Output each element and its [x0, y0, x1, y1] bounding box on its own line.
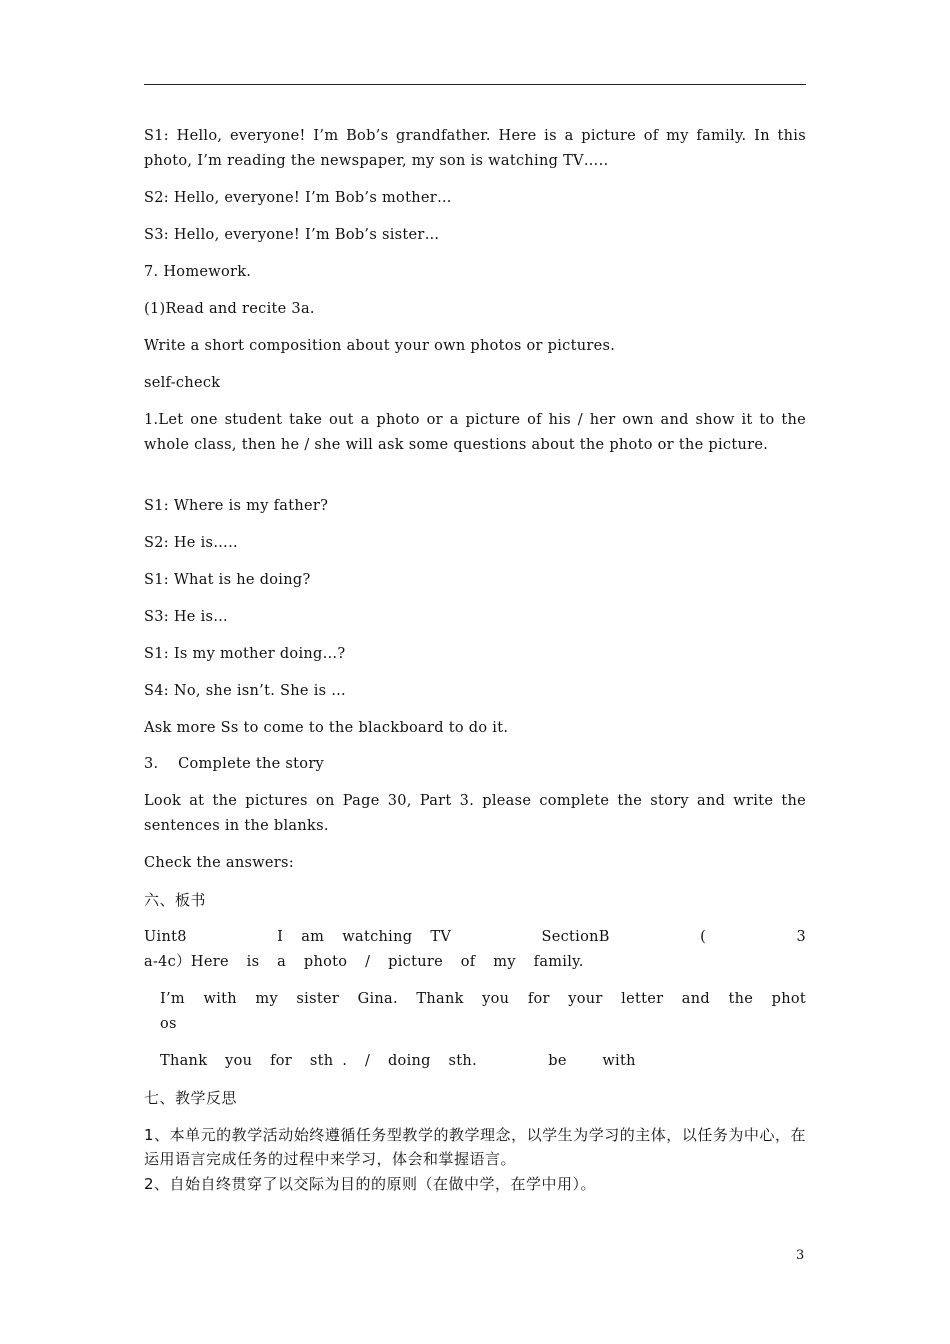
- self-check-instruction: 1.Let one student take out a photo or a picture of his / her own and show it to the whole class, then he / she will ask some questions about the photo or the picture.: [144, 412, 806, 453]
- dialogue-line: S1: Is my mother doing…?: [144, 646, 346, 662]
- blackboard-line-2: I’m with my sister Gina. Thank you for your letter and the photos: [160, 991, 806, 1032]
- reflection-item-1: 1、本单元的教学活动始终遵循任务型教学的教学理念，以学生为学习的主体，以任务为中心，在运用语言完成任务的过程中来学习，体会和掌握语言。: [144, 1126, 806, 1168]
- dialogue-s2-intro: S2: Hello, everyone! I’m Bob’s mother…: [144, 190, 452, 206]
- dialogue-line: S2: He is…..: [144, 535, 238, 551]
- complete-story-instruction: Look at the pictures on Page 30, Part 3. please complete the story and write the sentences in the blanks.: [144, 793, 806, 834]
- section-heading-reflection: 七、教学反思: [144, 1089, 238, 1107]
- blackboard-line-1: Uint8 I am watching TV SectionB ( 3a-4c）Here is a photo / picture of my family.: [144, 929, 806, 970]
- reflection-item-2: 2、自始自终贯穿了以交际为目的的原则（在做中学，在学中用）。: [144, 1175, 597, 1193]
- dialogue-line: S1: What is he doing?: [144, 572, 311, 588]
- dialogue-line: S1: Where is my father?: [144, 498, 329, 514]
- section-heading-blackboard: 六、板书: [144, 891, 207, 909]
- dialogue-line: S4: No, she isn’t. She is …: [144, 683, 347, 699]
- homework-heading: 7. Homework.: [144, 264, 252, 280]
- blackboard-line-3: Thank you for sth . / doing sth. be with: [160, 1053, 636, 1069]
- header-rule: [144, 84, 806, 85]
- self-check-heading: self-check: [144, 375, 221, 391]
- page-number: 3: [796, 1248, 805, 1263]
- homework-item-1: (1)Read and recite 3a.: [144, 301, 315, 317]
- check-answers: Check the answers:: [144, 855, 294, 871]
- homework-item-2: Write a short composition about your own photos or pictures.: [144, 338, 616, 354]
- dialogue-s1-intro: S1: Hello, everyone! I’m Bob’s grandfather. Here is a picture of my family. In this photo, I’m reading the newspaper, my son is watching TV…..: [144, 128, 806, 169]
- dialogue-line: S3: He is…: [144, 609, 229, 625]
- blackboard-instruction: Ask more Ss to come to the blackboard to do it.: [144, 720, 509, 736]
- dialogue-s3-intro: S3: Hello, everyone! I’m Bob’s sister…: [144, 227, 440, 243]
- complete-story-heading: 3. Complete the story: [144, 756, 325, 772]
